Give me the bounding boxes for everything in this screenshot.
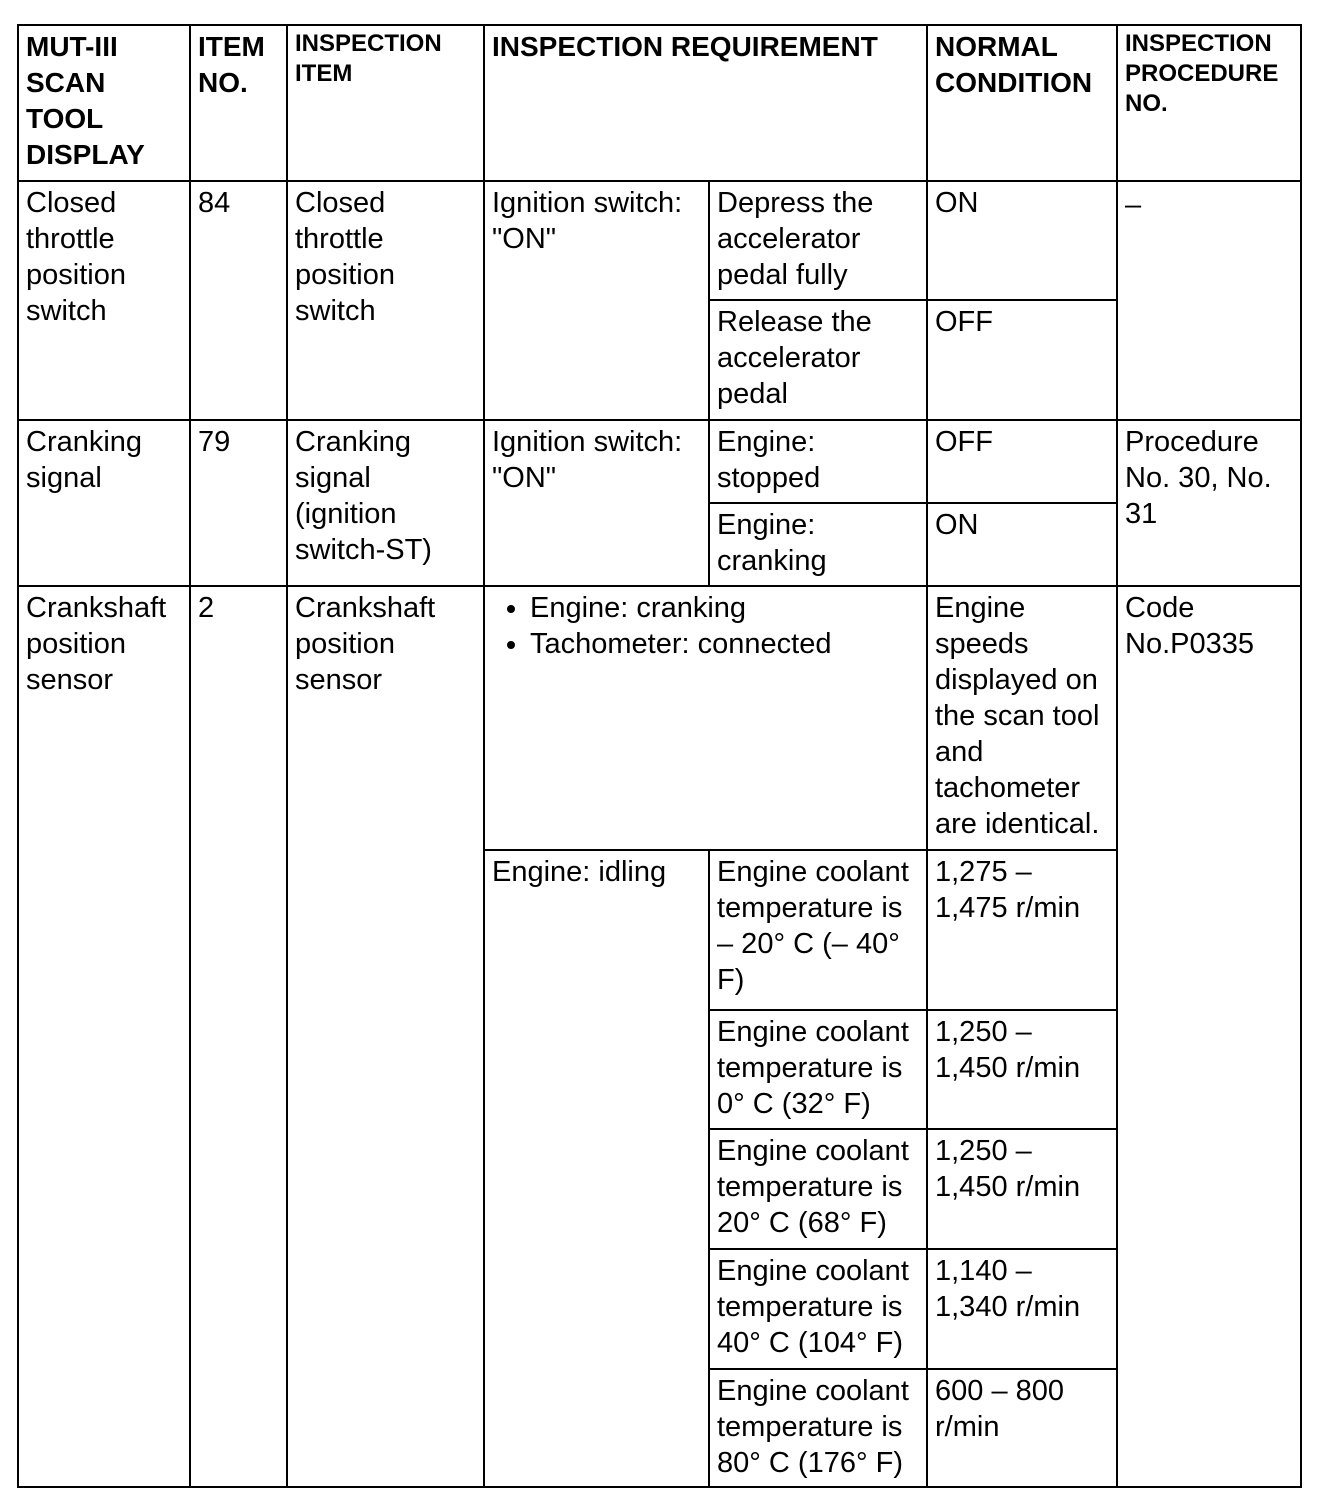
normal-condition-cell: Engine speeds displayed on the scan tool and tachometer are identical. <box>927 586 1117 850</box>
header-inspection-item: INSPECTION ITEM <box>287 25 484 181</box>
procedure-cell: Code No.P0335 <box>1117 586 1301 1487</box>
sub-requirement-cell: Engine: stopped <box>709 420 927 503</box>
procedure-cell: Procedure No. 30, No. 31 <box>1117 420 1301 586</box>
sub-requirement-cell: Engine coolant temperature is 0° C (32° F) <box>709 1010 927 1129</box>
display-cell: Cranking signal <box>18 420 190 586</box>
item-no-cell: 2 <box>190 586 287 1487</box>
sub-requirement-cell: Release the accelerator pedal <box>709 300 927 420</box>
normal-condition-cell: 1,140 – 1,340 r/min <box>927 1249 1117 1369</box>
normal-condition-cell: ON <box>927 503 1117 586</box>
requirement-cell <box>484 586 927 850</box>
procedure-cell <box>1117 181 1301 420</box>
requirement-cell: Engine: idling <box>484 850 709 1487</box>
item-no-cell: 79 <box>190 420 287 586</box>
header-display: MUT-III SCAN TOOL DISPLAY <box>18 25 190 181</box>
display-cell: Closed throttle position switch <box>18 181 190 420</box>
normal-condition-cell: 1,250 – 1,450 r/min <box>927 1129 1117 1249</box>
display-cell: Crankshaft position sensor <box>18 586 190 1487</box>
inspection-item-cell: Cranking signal (ignition switch-ST) <box>287 420 484 586</box>
header-normal-condition: NORMAL CONDITION <box>927 25 1117 181</box>
requirement-cell: Ignition switch: "ON" <box>484 420 709 586</box>
table-row <box>18 181 1301 300</box>
sub-requirement-cell: Engine coolant temperature is 20° C (68° F) <box>709 1129 927 1249</box>
sub-requirement-cell: Engine coolant temperature is 80° C (176° F) <box>709 1369 927 1487</box>
item-no-cell: 84 <box>190 181 287 420</box>
header-item-no: ITEM NO. <box>190 25 287 181</box>
requirement-list <box>492 590 919 662</box>
requirement-cell: Ignition switch: "ON" <box>484 181 709 420</box>
list-item: • Tachometer: connected <box>530 626 919 662</box>
normal-condition-cell: OFF <box>927 300 1117 420</box>
normal-condition-cell: 1,250 – 1,450 r/min <box>927 1010 1117 1129</box>
sub-requirement-cell: Engine: cranking <box>709 503 927 586</box>
normal-condition-cell: OFF <box>927 420 1117 503</box>
header-inspection-requirement: INSPECTION REQUIREMENT <box>484 25 927 181</box>
inspection-table <box>17 24 1302 1488</box>
normal-condition-cell: 600 – 800 r/min <box>927 1369 1117 1487</box>
procedure-dash: – <box>1125 189 1142 221</box>
list-item: • Engine: cranking <box>530 590 919 626</box>
normal-condition-cell: 1,275 – 1,475 r/min <box>927 850 1117 1010</box>
table-row <box>18 586 1301 850</box>
table-row <box>18 420 1301 503</box>
sub-requirement-cell: Depress the accelerator pedal fully <box>709 181 927 300</box>
normal-condition-cell: ON <box>927 181 1117 300</box>
inspection-item-cell: Closed throttle position switch <box>287 181 484 420</box>
header-procedure-no: INSPECTION PROCEDURE NO. <box>1117 25 1301 181</box>
inspection-item-cell: Crankshaft position sensor <box>287 586 484 1487</box>
sub-requirement-cell: Engine coolant temperature is – 20° C (– 40° F) <box>709 850 927 1010</box>
sub-requirement-cell: Engine coolant temperature is 40° C (104° F) <box>709 1249 927 1369</box>
header-row <box>18 25 1301 181</box>
